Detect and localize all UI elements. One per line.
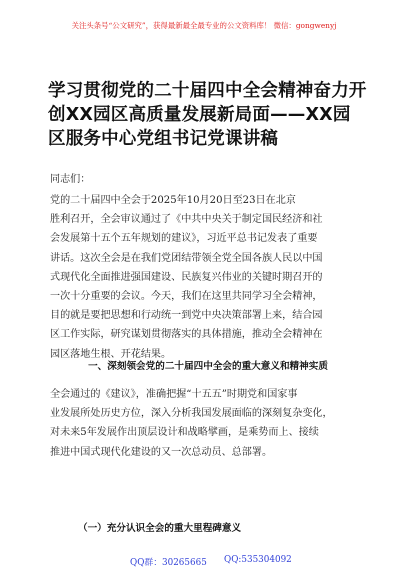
title-line-3: 区服务中心党组书记党课讲稿: [48, 129, 279, 149]
paragraph-1-line: 目的就是要把思想和行动统一到党中央决策部署上来，结合园: [50, 310, 323, 322]
header-promo-text: 关注头条号“公文研究”，获得最新最全最专业的公文资料库！ 微信：gongwenyj: [71, 21, 337, 30]
paragraph-2-line: 推进中国式现代化建设的又一次总动员、总部署。: [50, 446, 273, 458]
paragraph-1: [50, 191, 366, 364]
subsection-heading-1: （一）充分认识全会的重大里程碑意义: [78, 523, 242, 534]
paragraph-1-line: 一次十分重要的会议。今天，我们在这里共同学习全会精神，: [50, 291, 323, 303]
paragraph-1-line: 胜利召开，全会审议通过了《中共中央关于制定国民经济和社: [50, 214, 323, 226]
paragraph-1-line: 园区落地生根、开花结果。: [50, 348, 172, 360]
paragraph-1-line: 讲话。这次全会是在我们党团结带领全党全国各族人民以中国: [50, 252, 323, 264]
footer-qq-number: QQ:535304092: [224, 555, 292, 565]
title-line-2: 创XX园区高质量发展新局面——XX园: [48, 105, 351, 125]
paragraph-1-line: 会发展第十五个五年规划的建议》，习近平总书记发表了重要: [50, 233, 318, 245]
paragraph-1-line: 党的二十届四中全会于2025年10月20日至23日在北京: [50, 195, 296, 206]
footer-qq-group: QQ群：30265665: [130, 558, 207, 568]
paragraph-2-line: 业发展所处历史方位，深入分析我国发展面临的深刻复杂变化，: [50, 408, 333, 420]
paragraph-1-line: 式现代化全面推进强国建设、民族复兴伟业的关键时期召开的: [50, 271, 323, 283]
paragraph-2: [50, 385, 366, 462]
document-title: [48, 79, 368, 151]
title-line-1: 学习贯彻党的二十届四中全会精神奋力开: [48, 81, 367, 101]
paragraph-2-line: 全会通过的《建议》，准确把握“十五五”时期党和国家事: [50, 389, 298, 400]
section-heading-1: 一、深刻领会党的二十届四中全会的重大意义和精神实质: [88, 361, 328, 372]
salutation: 同志们：: [50, 174, 91, 185]
paragraph-1-line: 区工作实际，研究谋划贯彻落实的具体措施，推动全会精神在: [50, 329, 323, 341]
paragraph-2-line: 对未来5年发展作出顶层设计和战略擘画，是乘势而上、接续: [50, 427, 319, 439]
